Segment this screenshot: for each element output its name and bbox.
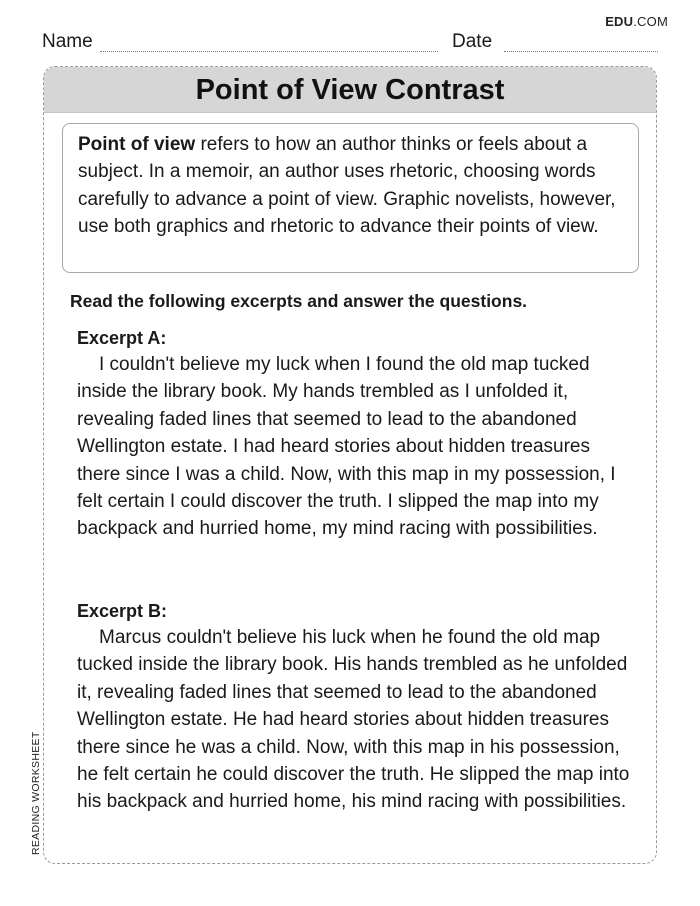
definition-text: refers to how an author thinks or feels about a subject. In a memoir, an author uses rhetoric, choosing words carefully to advance a point of view. Graphic novelists, however, use both graphics and rhetoric to advance their points of view.: [78, 134, 616, 238]
title-bar: [44, 67, 656, 113]
name-date-row: [42, 30, 658, 56]
excerpt-b-text: Marcus couldn't believe his luck when he found the old map tucked inside the library book. His hands trembled as he unfolded it, revealing faded lines that seemed to lead to the abandoned Wellington estate. He had heard stories about hidden treasures there since he was a child. Now, with this map in his possession, he felt certain he could discover the truth. He slipped the map into his backpack and hurried home, his mind racing with possibilities.: [77, 627, 630, 813]
name-field[interactable]: [42, 30, 438, 54]
side-label: READING WORKSHEET: [30, 731, 42, 855]
name-label: Name: [42, 31, 93, 52]
instructions: Read the following excerpts and answer the questions.: [70, 291, 528, 311]
page-title: Point of View Contrast: [195, 74, 505, 106]
name-line: [100, 51, 438, 52]
date-field[interactable]: [452, 30, 658, 54]
definition-box: [62, 123, 639, 273]
date-line: [504, 51, 658, 52]
date-label: Date: [452, 31, 493, 52]
excerpt-a-text: I couldn't believe my luck when I found the old map tucked inside the library book. My hands trembled as I unfolded it, revealing faded lines that seemed to lead to the abandoned Wellington estate. I had heard stories about hidden treasures there since I was a child. Now, with this map in my possession, I felt certain I could discover the truth. I slipped the map into my backpack and hurried home, my mind racing with possibilities.: [77, 354, 616, 540]
worksheet-panel: [43, 66, 657, 864]
excerpt-b: [77, 598, 637, 816]
definition-term: Point of view: [78, 134, 196, 155]
excerpt-a: [77, 325, 637, 543]
excerpt-b-heading: Excerpt B:: [77, 601, 168, 621]
excerpt-a-heading: Excerpt A:: [77, 328, 167, 348]
brand-logo: EDU.COM: [605, 14, 668, 29]
